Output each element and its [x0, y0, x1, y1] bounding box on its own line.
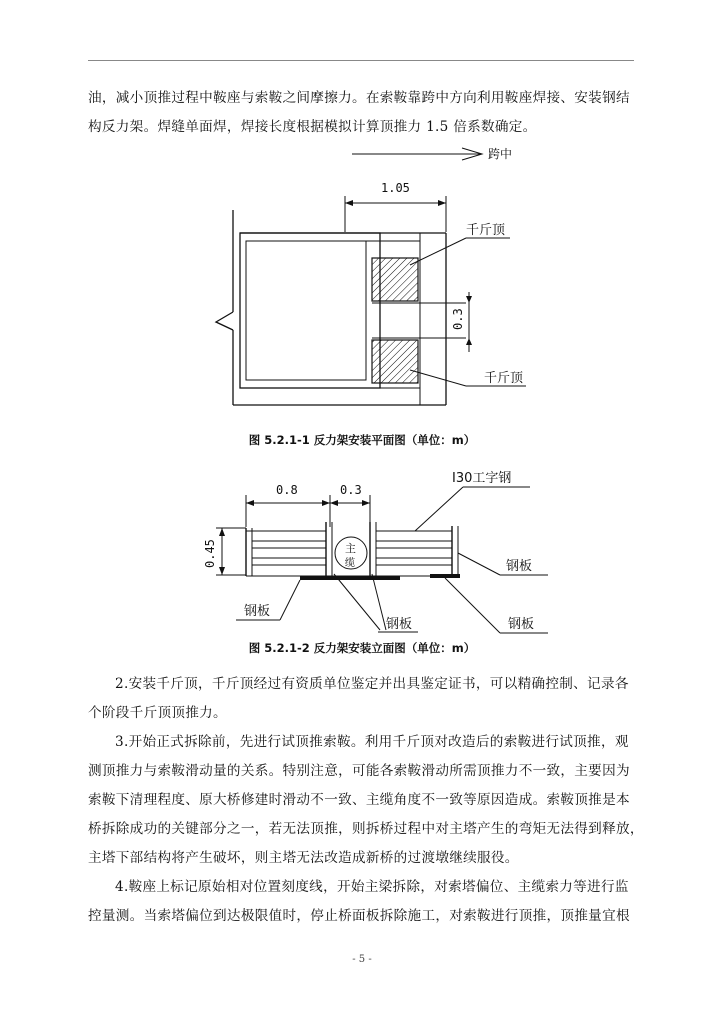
- leader-plate-right-top: [458, 553, 500, 575]
- text-line: 2.安装千斤顶，千斤顶经过有资质单位鉴定并出具鉴定证书，可以精确控制、记录各: [115, 676, 629, 692]
- paragraph-4: [88, 873, 648, 931]
- text-line: 测顶推力与索鞍滑动量的关系。特别注意，可能各索鞍滑动所需顶推力不一致，主要因为: [88, 763, 630, 779]
- leader-plate-left: [280, 580, 300, 620]
- leader-plate-right-bottom: [445, 578, 500, 633]
- text-line: 3.开始正式拆除前，先进行试顶推索鞍。利用千斤顶对改造后的索鞍进行试顶推，观: [115, 734, 629, 750]
- paragraph-3: [88, 728, 648, 873]
- leader-plate-middle-b: [372, 574, 386, 630]
- dim-gap-label: 0.3: [451, 308, 465, 330]
- dim-arrow: [219, 567, 225, 575]
- text-line: 油，减小顶推过程中鞍座与索鞍之间摩擦力。在索鞍靠跨中方向利用鞍座焊接、安装钢结: [88, 90, 630, 106]
- text-line: 4.鞍座上标记原始相对位置刻度线，开始主梁拆除，对索塔偏位、主缆索力等进行监: [115, 879, 629, 895]
- text-line: 构反力架。焊缝单面焊，焊接长度根据模拟计算顶推力 1.5 倍系数确定。: [88, 119, 537, 135]
- page-number: - 5 -: [352, 954, 372, 965]
- leader-plate-middle-a: [334, 574, 380, 630]
- dim-mid-label: 0.3: [340, 483, 362, 497]
- plate-right-top-label: 钢板: [506, 559, 533, 574]
- plate-left-label: 钢板: [244, 604, 271, 619]
- text-line: 个阶段千斤顶顶推力。: [88, 705, 227, 721]
- paragraph-2: [88, 670, 648, 728]
- beam-label: I30工字钢: [452, 471, 512, 486]
- leader-beam: [415, 487, 463, 531]
- plate-middle-label: 钢板: [386, 617, 413, 632]
- text-line: 主塔下部结构将产生破坏，则主塔无法改造成新桥的过渡墩继续服役。: [88, 850, 519, 866]
- figure2-caption: 图 5.2.1-2 反力架安装立面图（单位：m）: [248, 641, 476, 655]
- dim-arrow: [322, 500, 330, 506]
- cable-label-1: 主: [345, 542, 356, 555]
- text-line: 索鞍下清理程度、原大桥修建时滑动不一致、主缆角度不一致等原因造成。索鞍顶推是本: [88, 792, 630, 808]
- dim-height-label: 0.45: [203, 539, 217, 568]
- dim-width-label: 1.05: [381, 181, 410, 195]
- dim-left-label: 0.8: [276, 483, 298, 497]
- dim-arrow: [362, 500, 370, 506]
- dim-arrow: [330, 500, 338, 506]
- figure1-caption: 图 5.2.1-1 反力架安装平面图（单位：m）: [248, 433, 476, 447]
- jack-bottom-label: 千斤顶: [484, 371, 524, 386]
- cable-label-2: 缆: [345, 558, 355, 569]
- steel-plate-middle: [300, 576, 400, 580]
- direction-label: 跨中: [488, 147, 513, 161]
- plate-right-bottom-label: 钢板: [508, 617, 535, 632]
- dim-arrow: [246, 500, 254, 506]
- text-line: 控量测。当索塔偏位到达极限值时，停止桥面板拆除施工，对索鞍进行顶推，顶推量宜根: [88, 908, 630, 924]
- jack-top-label: 千斤顶: [466, 223, 506, 238]
- dim-arrow: [219, 528, 225, 536]
- text-line: 桥拆除成功的关键部分之一，若无法顶推，则拆桥过程中对主塔产生的弯矩无法得到释放，: [88, 821, 644, 837]
